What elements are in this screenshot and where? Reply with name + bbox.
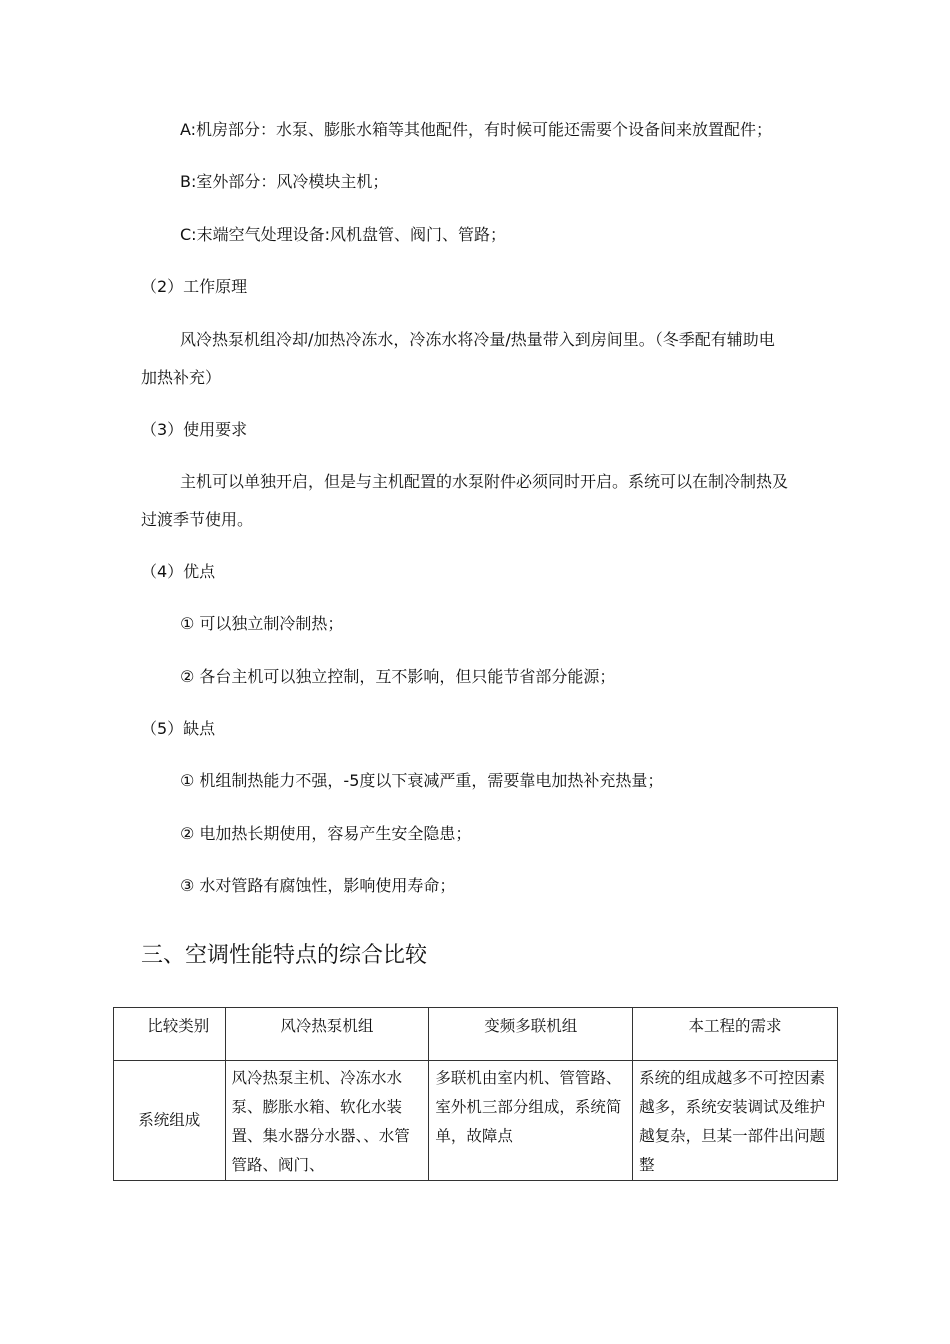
list-item-disadvantage-1: ① 机组制热能力不强，-5度以下衰减严重，需要靠电加热补充热量； <box>180 771 664 790</box>
paragraph-outdoor: B:室外部分：风冷模块主机； <box>180 172 389 191</box>
table-cell-category: 系统组成 <box>114 1061 226 1181</box>
table-row <box>114 1061 838 1181</box>
table-header-vrf: 变频多联机组 <box>429 1008 633 1061</box>
section-title-advantages: （4）优点 <box>141 562 216 581</box>
table-header-row <box>114 1008 838 1061</box>
table-header-project-needs: 本工程的需求 <box>633 1008 838 1061</box>
paragraph-principle-line1: 风冷热泵机组冷却/加热冷冻水，冷冻水将冷量/热量带入到房间里。（冬季配有辅助电 <box>180 330 775 349</box>
table-cell-project-needs: 系统的组成越多不可控因素越多，系统安装调试及维护越复杂，旦某一部件出问题整 <box>633 1061 838 1181</box>
section-title-principle: （2）工作原理 <box>141 277 248 296</box>
table-cell-air-cooled: 风冷热泵主机、冷冻水水泵、膨胀水箱、软化水装置、集水器分水器、、水管管路、阀门、 <box>225 1061 429 1181</box>
table-header-air-cooled: 风冷热泵机组 <box>225 1008 429 1061</box>
section-title-disadvantages: （5）缺点 <box>141 719 216 738</box>
list-item-disadvantage-3: ③ 水对管路有腐蚀性，影响使用寿命； <box>180 876 456 895</box>
paragraph-terminal: C:末端空气处理设备:风机盘管、阀门、管路； <box>180 225 506 244</box>
paragraph-machine-room: A:机房部分：水泵、膨胀水箱等其他配件，有时候可能还需要个设备间来放置配件； <box>180 120 773 139</box>
paragraph-principle-line2: 加热补充） <box>141 368 222 387</box>
paragraph-usage-line1: 主机可以单独开启，但是与主机配置的水泵附件必须同时开启。系统可以在制冷制热及 <box>180 472 789 491</box>
list-item-advantage-2: ② 各台主机可以独立控制，互不影响，但只能节省部分能源； <box>180 667 616 686</box>
comparison-table <box>113 1007 838 1181</box>
list-item-advantage-1: ① 可以独立制冷制热； <box>180 614 344 633</box>
section-title-usage: （3）使用要求 <box>141 420 248 439</box>
table-cell-vrf: 多联机由室内机、管管路、室外机三部分组成，系统简单，故障点 <box>429 1061 633 1181</box>
paragraph-usage-line2: 过渡季节使用。 <box>141 510 254 529</box>
section-heading-comparison: 三、空调性能特点的综合比较 <box>141 943 428 968</box>
table-header-category: 比较类别 <box>114 1008 226 1061</box>
list-item-disadvantage-2: ② 电加热长期使用，容易产生安全隐患； <box>180 824 472 843</box>
